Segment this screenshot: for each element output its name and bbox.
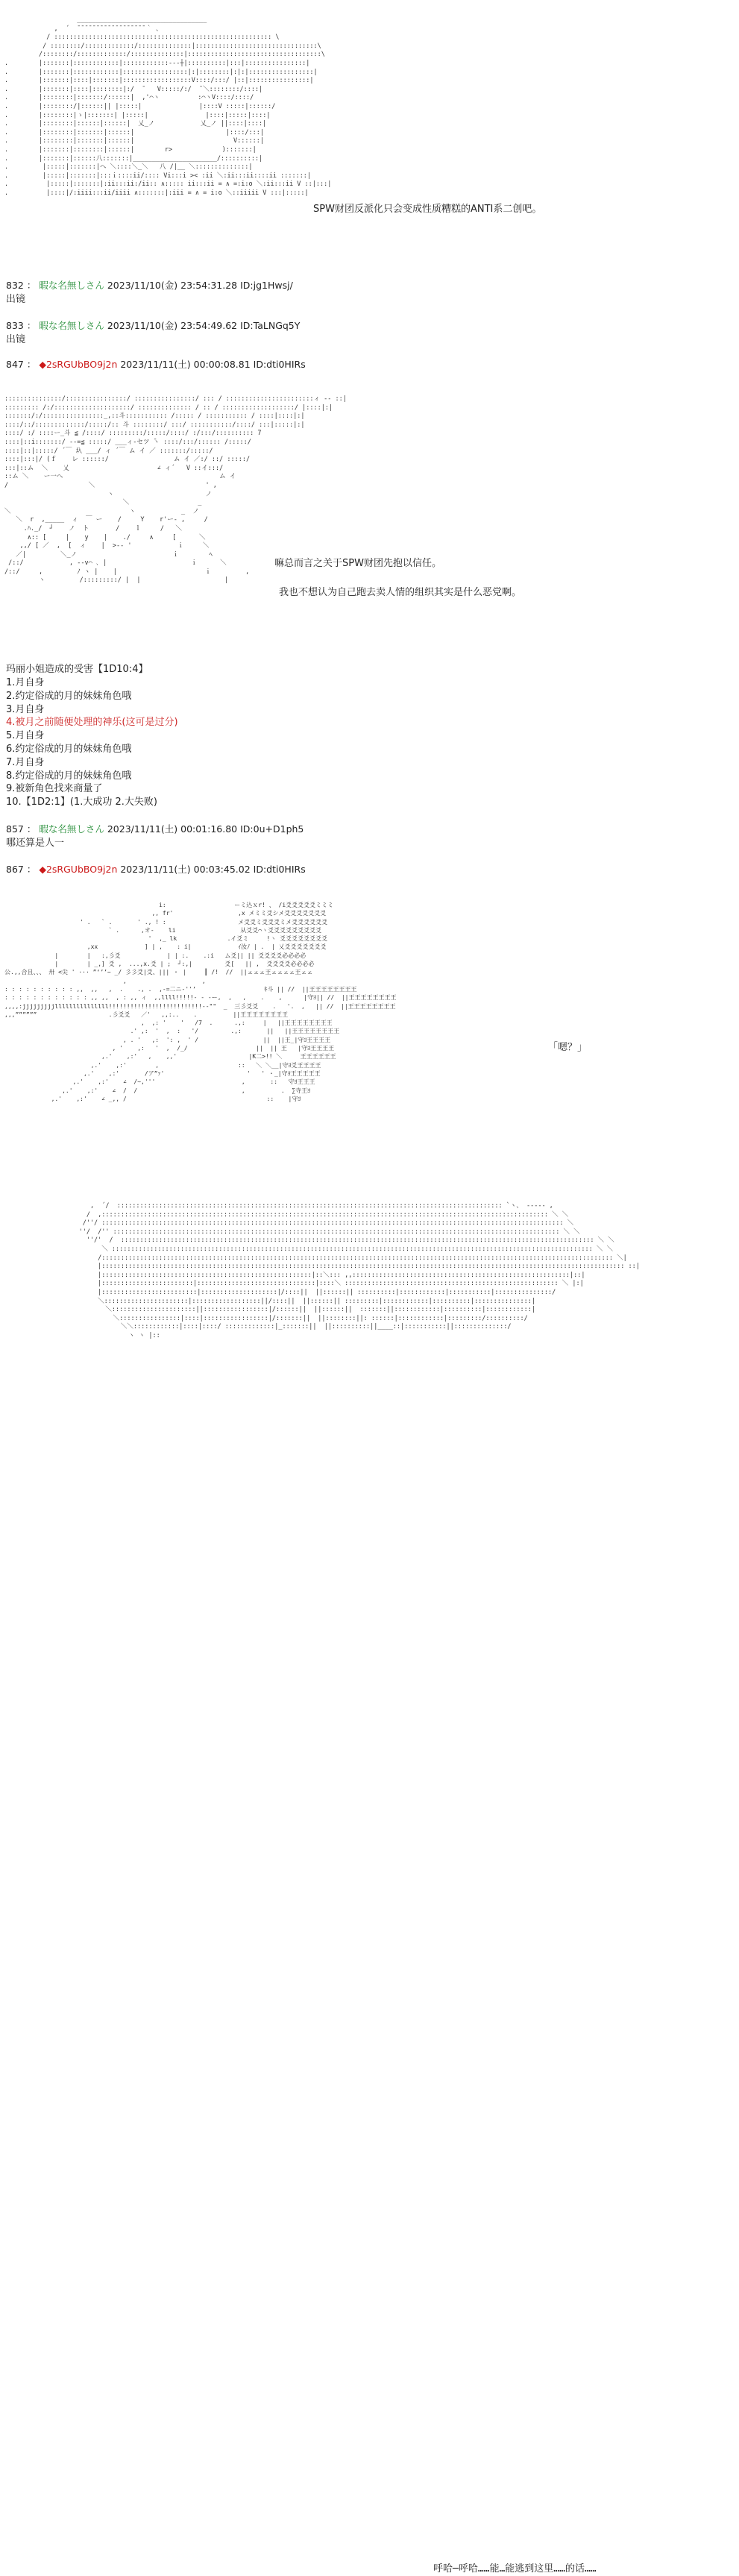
post-number[interactable]: 857 — [6, 823, 24, 835]
ascii-art-street-scene: i: ーミ込ｘr! 、 /i爻爻爻爻爻ミミミ ,, fr' ,x メミミ爻シメ爻爻爻爻爻爻爻 ' . ` . ' ., ! : メ爻爻ミ爻爻爻ミメ爻爻爻爻爻爻 ` . ,オ- li 从爻爻⌒ヽ爻爻爻爻爻爻爻爻爻 ' ,_ lk .イ爻ミ !ヽ 爻爻爻爻爻爻爻爻 ,xx ] | , : i| ｲ汝ﾉ | . | 乂爻爻爻爻爻爻爻 | | :,彡爻 | | :. .:i ム爻|| || 爻爻爻爻必必必必 | | _,] 爻 , ...,x.爻 | ; ┘:,| 爻[ || , 爻爻爻爻必必必必 公.,,合且、、、 卅 <尖 ' ··· ”‘’’~ _/ 彡彡爻|爻、||| ・ | ┃ /! // ||ェェェ王ェェェェ王ェェ , , : : : : : : : : : : ,, ,, , . ., . ,-=二ニ-''’ ｷ斗 || // ||王王王王王王王王 : : : : : : : : : : : : ,, ,, , : ,, ィ ,,llll!!!!!- - -ー, , , . , |守ﾖ|| // ||王王王王王王王王 ,,,,:jjjjjjjjjlllllllllllllll!!!!!!!!!!!!!!!!!!!!!!!!!!--"" _ 三彡爻爻 . '. , || // ||王王王王王王王王 ,,,”””””” .彡爻爻 ／' ,,:.. . ||王王王王王王王王 , ,: ' ' /7 . .,: | ||王王王王王王王王 .' ,: ' , : '/ .,: || ||王王王王王王王王 , . ' ,: ': , ' / || ||王_|守ﾖ王王王王 , ' ,: ' , /_/ || || 王 |守ﾖ王王王王 ,.' ,:' , ,,' |K二>!! ＼ 王王王王王王 ,.' ,:' , :: ＼ ＼__|守ﾖ爻王王王王 ,.' ,:' /ア”ｧ' ' ' ・_|守ﾖ王王王王王 ,.' ,:' ∠ /~,''' , :: 守ﾖ王王王 ,.' ,:' ∠ / / , . ∑寺王ﾖ ,.' ,:' ∠ _,, / :: |守ﾖ — [4, 902, 397, 1102]
ascii-art-character-1: __________________________________ , ´ ̄ ̄ ̄ ̄ ̄ ̄ ̄ ̄ ̄ ̄ ̄ ̄ ̄ ̄ ̄ ̄ ̄ ̄ ｀ 、 / ::::::::::::::::::::::::::::::::::::::::::::::::::::::::: \ / ::::::::/:::::::::::::/::::::::::::::|::::::::::::::::::::::::::::::::\ /::::::::/:::::::::::::/::::::::::::::|:::::::::::::::::::::::::::::::::::\ . |:::::::|::::::::::::|::::::::::::---┼|::::::::::|:::|::::::::::::::::| . |:::::::|::::::::::::|:::::::::::::::::|:|::::::::|:|:|:::::::::::::::::| . |:::::::|::::|:::::::|::::::::::::::::::V::::/:::/ |::|::::::::::::::::| . |:::::::|::::|::::::::|:/ ̄ V:::::/:/ ̄ ＼::::::::/::::| . |::::::::|:::::::/::::::| ,'⌒ヽ :⌒ヽV::::/::::/ . |::::::::/|::::::|| |:::::| |::::V :::::|::::::/ . |::::::::|ゝ|:::::::| |:::::| |::::|:::::|::::| . |::::::::|::::::|::::::| 乂_ノ 乂_ノ ||::::|::::| . |::::::::|:::::::|::::::| |::::/:::| . |::::::::|:::::::|::::::| V::::::| . |:::::::|::::::::|::::::| r> ):::::::| . |:::::::|::::::八:::::::|______________________/::::::::::| . |:::::|:::::::|ヘ ＼::::＼_＼ 八 /|__ ＼::::::::::::::| . |:::::|:::::::|:::ｉ::::ii/:::: Vi:::i >< :ii ＼:ii:::ii::::ii :::::::| . |:::::|:::::::|:ii:::ii:/ii:: ∧::::: ii:::ii = ∧ =:i:o ＼:ii:::ii V ::|:::| . |::::|/:iiii:::ii/iiii ∧:::::::|:iii = ∧ = i:o ＼::iiiii V :::|:::::| — [4, 16, 332, 197]
post-sep: ： — [26, 823, 37, 835]
post-sep: ： — [26, 320, 37, 331]
list-item: 1.月自身 — [6, 677, 45, 688]
dialogue-text: 我也不想认为自己跑去卖人情的组织其实是什么恶党啊。 — [279, 587, 522, 598]
list-title: 玛丽小姐造成的受害【1D10:4】 — [6, 664, 148, 675]
list-item: 6.约定俗成的月的妹妹角色哦 — [6, 743, 132, 755]
post-tripcode: ◆2sRGUbBO9j2n — [39, 359, 118, 370]
dialogue-text: 呼哈─呼哈……能…能逃到这里……的话…… — [433, 2563, 597, 2575]
post-header — [6, 280, 293, 292]
post-body: 哪还算是人一 — [6, 838, 65, 849]
post-datetime: 2023/11/10(金) 23:54:49.62 — [107, 320, 238, 331]
post-body: 出镜 — [6, 294, 26, 305]
post-header — [6, 359, 306, 371]
dialogue-text: 「嗯？」 — [548, 1042, 588, 1053]
post-sep: ： — [26, 864, 37, 875]
dialogue-text: 嘛总而言之关于SPW财团先抱以信任。 — [274, 558, 441, 569]
list-item: 3.月自身 — [6, 703, 45, 715]
post-number[interactable]: 847 — [6, 359, 24, 370]
post-datetime: 2023/11/11(土) 00:03:45.02 — [120, 864, 251, 875]
post-header — [6, 864, 306, 876]
post-header — [6, 320, 300, 332]
dialogue-text: SPW财团反派化只会变成性质糟糕的ANTI系二创吧。 — [313, 204, 542, 215]
post-id[interactable]: ID:0u+D1ph5 — [240, 823, 304, 835]
list-item: 2.约定俗成的月的妹妹角色哦 — [6, 690, 132, 702]
ascii-art-character-2: :::::::::::::::/::::::::::::::::/ ::::::::::::::::/ ::: / :::::::::::::::::::::::ィ -- ::| ::::::::: /:/::::::::::::::::::::/ :::::::::::::: / :: / :::::::::::::::::::/ |::::|:| :::::::/:/::::::::::::::::_,::斗::::::::::: /::::: / ::::::::::: / ::::|::::|:| ::::/::/:::::::::::::/:::::/:: 斗 ::::::::/ :::/ :::::::::::/::::/ :::|:::::|:| ::::/ :/ ::::ー_斗 ≦ /::::/ :::::::::/:::::/::::/ :/:::/:::::::::: 7 ::::|::i:::::::/ --=≦ :::::/ ___ィ-セツ ̄ヽ ::::/:::/:::::: /:::::/ ::::|::|:::::/ ´￣ 圦 ___/ ィ ´￣ ム イ ／ :::::::/:::::/ ::::|:::|/ (ｆ レ ::::::/ ム イ ／:/ ::/ :::::/ :::|::ム ＼ 乂 ∠ ィ´ V ::イ:::/ ::ム ＼ ー一へ ム イ / ＼ ' , ヽ ノ ＼ _ ＼ ヽ _ ノ ＼ r ,_____ ィ ￣ ー / Y r'ー- , / .ﾊ._/ ┘ ノ ト / ｌ / ＼ ∧:: [ | y | ./ ∧ [ ＼ ,,/ [ ／ , [ ィ | >-- ' ｉ ＼ ／| ＼_ノ ｉ ﾍ /::/ , --v⌒ ､ | ｉ ＼ /::/ , ﾉ ヽ | | ｉ , ヽ /:::::::::/ | | | — [4, 395, 347, 585]
post-datetime: 2023/11/10(金) 23:54:31.28 — [107, 280, 238, 291]
damage-list — [6, 676, 178, 809]
post-id[interactable]: ID:jg1Hwsj/ — [240, 280, 293, 291]
ascii-art-character-3: , ́ / ::::::::::::::::::::::::::::::::::::::::::::::::::::::::::::::::::::::::::::::::::::::::::::::::::::: `ヽ、 ----- , / ,::::::::::::::::::::::::::::::::::::::::::::::::::::::::::::::::::::::::::::::::::::::::::::::::::::::::::::::::::::: ＼ ＼ /''/ ::::::::::::::::::::::::::::::::::::::::::::::::::::::::::::::::::::::::::::::::::::::::::::::::::::::::::::::::::::::::: ＼ ''/ /'' ::::::::::::::::::::::::::::::::::::::::::::::::::::::::::::::::::::::::::::::::::::::::::::::::::::::::::::::::::::: ＼ ＼ ''/' / :::::::::::::::::::::::::::::::::::::::::::::::::::::::::::::::::::::::::::::::::::::::::::::::::::::::::::::::::::::::::::: ＼ ＼ ＼ :::::::::::::::::::::::::::::::::::::::::::::::::::::::::::::::::::::::::::::::::::::::::::::::::::::::::::::::::::::::::::::: ＼ ＼ /:::::::::::::::::::::::::::::::::::::::::::::::::::::::::::::::::::::::::::::::::::::::::::::::::::::::::::::::::::::::::::::::::::::: ＼| |::::::::::::::::::::::::::::::::::::::::::::::::::::::::::::::::::::::::::::::::::::::::::::::::::::::::::::::::::::::::::::::::::::::::: ::| |:::::::::::::::::::::::::::::::::::::::::::::::::::::::|::＼::: ,,:::::::::::::::::::::::::::::::::::::::::::::::::::::::::|::| |::::::::::::::::::::::::|:::::::::::::::::::::::::::::::|::::＼ :::::::::::::::::::::::::::::::::::::::::::::::::::::::: ＼ |:| |:::::::::::::::::::::::::|::::::::::::::::::::|/::::|| ||::::::|| ::::::::::|::::::::::::|:::::::::::|:::::::::::::::/ ＼::::::::::::::::::::::|::::::::::::::::::||/::::|| ||::::::|| :::::::::|::::::::::::|::::::::::|:::::::::::::::| ＼::::::::::::::::::::::||:::::::::::::::::|/::::::|| ||::::::|| :::::::||::::::::::::|::::::::::|::::::::::::| ＼::::::::::::::::|::::|:::::::::::::::::|/:::::::|| ||::::::::||: ::::::|::::::::::::|:::::::::/::::::::::/ ＼＼::::::::::::|::::|::::/ :::::::::::::|_:::::::|| ||::::::::::||____::|:::::::::::||::::::::::::::/ ヽ ヽ |:: 呼哈─呼哈……能…能逃到这里……的话…… — [78, 1202, 640, 2575]
post-number[interactable]: 833 — [6, 320, 24, 331]
post-datetime: 2023/11/11(土) 00:01:16.80 — [107, 823, 238, 835]
post-id[interactable]: ID:TaLNGq5Y — [240, 320, 301, 331]
post-number[interactable]: 832 — [6, 280, 24, 291]
post-name: 暇な名無しさん — [39, 320, 104, 331]
post-sep: ： — [26, 359, 37, 370]
post-name: 暇な名無しさん — [39, 823, 104, 835]
list-item: 9.被新角色找来商量了 — [6, 783, 103, 795]
list-item: 8.约定俗成的月的妹妹角色哦 — [6, 770, 132, 782]
post-name: 暇な名無しさん — [39, 280, 104, 291]
post-id[interactable]: ID:dti0HIRs — [253, 864, 306, 875]
list-item-highlighted: 4.被月之前随便处理的神乐(这可是过分) — [6, 717, 178, 729]
post-id[interactable]: ID:dti0HIRs — [253, 359, 306, 370]
post-sep: ： — [26, 280, 37, 291]
post-number[interactable]: 867 — [6, 864, 24, 875]
post-datetime: 2023/11/11(土) 00:00:08.81 — [120, 359, 251, 370]
list-item: 5.月自身 — [6, 730, 45, 742]
post-tripcode: ◆2sRGUbBO9j2n — [39, 864, 118, 875]
list-item: 10.【1D2:1】(1.大成功 2.大失败) — [6, 797, 157, 808]
list-item: 7.月自身 — [6, 756, 45, 768]
post-body: 出镜 — [6, 334, 26, 345]
post-header — [6, 823, 304, 835]
